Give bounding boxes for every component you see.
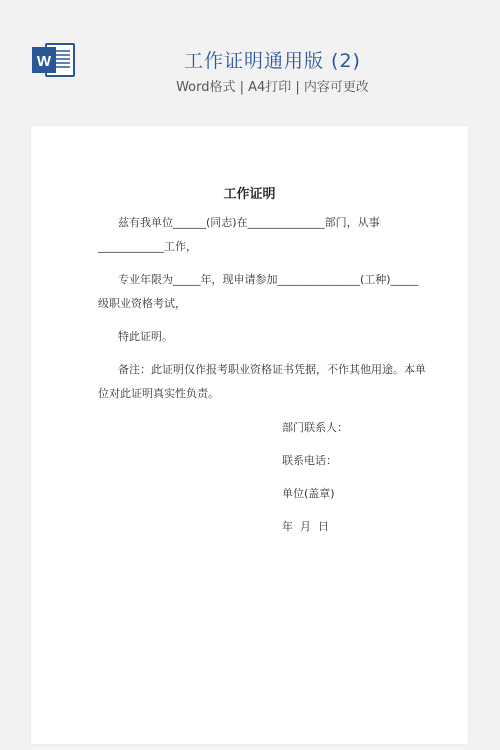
document-title: 工作证明 bbox=[223, 187, 276, 202]
paragraph-4-line-2: 位对此证明真实性负责。 bbox=[98, 387, 219, 400]
paragraph-1-line-1: 兹有我单位______(同志)在______________部门，从事 bbox=[118, 216, 380, 229]
document-page bbox=[31, 126, 468, 744]
paragraph-2-line-1: 专业年限为_____年，现申请参加_______________(工种)_____ bbox=[118, 273, 419, 286]
svg-text:W: W bbox=[36, 53, 52, 70]
page-subtitle: Word格式 | A4打印 | 内容可更改 bbox=[176, 80, 369, 95]
signature-contact: 部门联系人： bbox=[282, 421, 348, 434]
page-title: 工作证明通用版 (2) bbox=[184, 50, 361, 72]
signature-phone: 联系电话： bbox=[282, 454, 337, 467]
signature-seal: 单位(盖章) bbox=[282, 487, 335, 500]
paragraph-2-line-2: 级职业资格考试， bbox=[98, 297, 186, 310]
paragraph-3: 特此证明。 bbox=[118, 330, 173, 343]
page-header bbox=[0, 0, 500, 120]
paragraph-1-line-2: ____________工作， bbox=[98, 240, 197, 253]
signature-date: 年 月 日 bbox=[282, 520, 329, 533]
paragraph-4-line-1: 备注：此证明仅作报考职业资格证书凭据，不作其他用途。本单 bbox=[118, 363, 426, 376]
